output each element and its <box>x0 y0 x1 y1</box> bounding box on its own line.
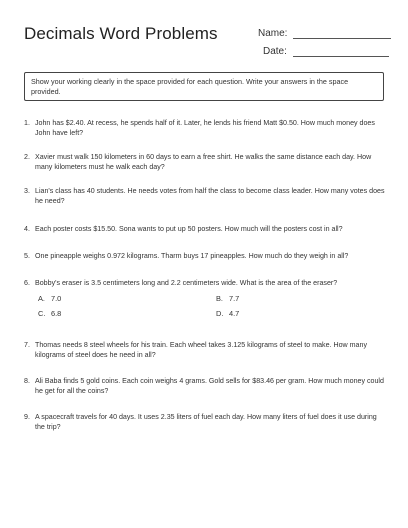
choice-value: 7.0 <box>51 294 62 303</box>
choice-letter: B. <box>216 294 223 303</box>
question-number: 5. <box>24 252 30 260</box>
question-9 <box>24 413 388 433</box>
question-8 <box>24 377 388 397</box>
choice-b[interactable] <box>216 294 239 304</box>
question-text: Thomas needs 8 steel wheels for his train. Each wheel takes 3.125 kilograms of steel to make. How many kilograms of steel does he need in all? <box>35 341 367 359</box>
choice-c[interactable] <box>38 309 61 319</box>
question-number: 8. <box>24 377 30 385</box>
instructions-box: Show your working clearly in the space provided for each question. Write your answers in the space provided. <box>24 72 384 101</box>
question-number: 4. <box>24 225 30 233</box>
choice-d[interactable] <box>216 309 239 319</box>
question-text: Xavier must walk 150 kilometers in 60 days to earn a free shirt. He walks the same distance each day. How many kilometers must he walk each day? <box>35 153 372 171</box>
question-number: 2. <box>24 153 30 161</box>
choice-a[interactable] <box>38 294 61 304</box>
question-6 <box>24 279 388 289</box>
choice-letter: C. <box>38 309 46 318</box>
name-field <box>258 27 391 39</box>
worksheet-title: Decimals Word Problems <box>24 24 218 43</box>
question-7 <box>24 341 388 361</box>
date-field <box>263 45 389 57</box>
choice-value: 7.7 <box>229 294 240 303</box>
question-3 <box>24 187 388 207</box>
question-number: 7. <box>24 341 30 349</box>
question-2 <box>24 153 388 173</box>
question-text: Lian's class has 40 students. He needs votes from half the class to become class leader. How many votes does he need? <box>35 187 385 205</box>
choice-value: 4.7 <box>229 309 240 318</box>
question-number: 9. <box>24 413 30 421</box>
question-5 <box>24 252 388 262</box>
choice-letter: D. <box>216 309 224 318</box>
name-label: Name: <box>258 28 288 39</box>
question-number: 1. <box>24 119 30 127</box>
date-label: Date: <box>263 46 287 57</box>
question-4 <box>24 225 388 235</box>
name-line[interactable] <box>293 27 391 39</box>
question-text: Ali Baba finds 5 gold coins. Each coin weighs 4 grams. Gold sells for $83.46 per gram. How much money could he get for all the coins? <box>35 377 384 395</box>
question-text: John has $2.40. At recess, he spends half of it. Later, he lends his friend Matt $0.50. How much money does John have left? <box>35 119 375 137</box>
question-text: One pineapple weighs 0.972 kilograms. Tharm buys 17 pineapples. How much do they weigh in all? <box>35 252 349 260</box>
question-text: A spacecraft travels for 40 days. It uses 2.35 liters of fuel each day. How many liters of fuel does it use during the trip? <box>35 413 377 431</box>
question-1 <box>24 119 388 139</box>
question-number: 3. <box>24 187 30 195</box>
question-text: Bobby's eraser is 3.5 centimeters long and 2.2 centimeters wide. What is the area of the eraser? <box>35 279 338 287</box>
date-line[interactable] <box>293 45 389 57</box>
question-text: Each poster costs $15.50. Sona wants to put up 50 posters. How much will the posters cost in all? <box>35 225 343 233</box>
choice-letter: A. <box>38 294 45 303</box>
choice-value: 6.8 <box>51 309 62 318</box>
question-number: 6. <box>24 279 30 287</box>
